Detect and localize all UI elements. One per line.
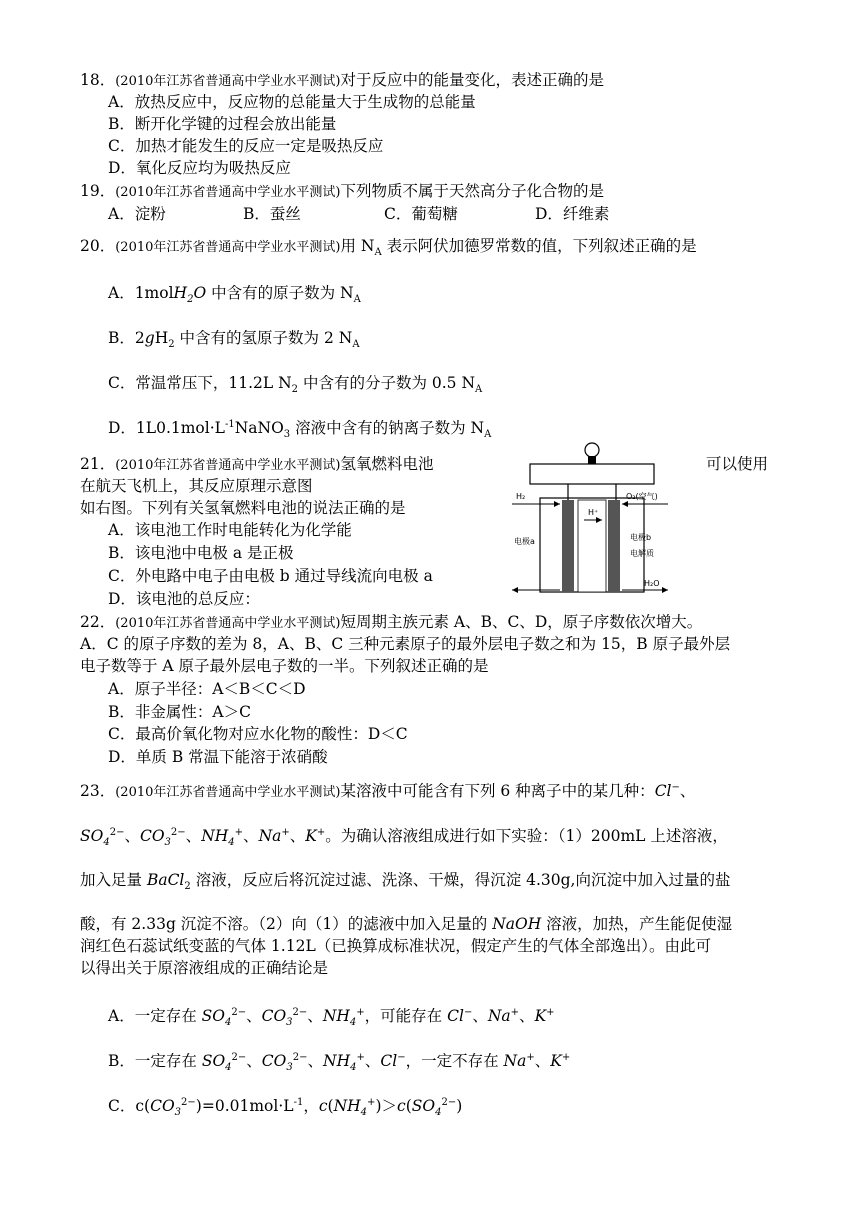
electrode-b: [608, 500, 620, 592]
question-number: 21．: [80, 455, 116, 473]
q23-line6: 以得出关于原溶液组成的正确结论是: [80, 959, 329, 977]
q20-option-c: C．常温常压下，11.2L $N_2$ 中含有的分子数为 0.5 $N_A$: [108, 374, 483, 396]
o2-label: O₂(空气): [626, 492, 658, 501]
q23-option-c: C．$c(CO_3^{2-})=0.01mol\cdot L^{-1}$，$c(NH_4^+)>c(SO_4^{2-})$: [108, 1096, 463, 1119]
electrode-a-label: 电极a: [514, 537, 535, 546]
q22-stem-line3: 电子数等于 A 原子最外层电子数的一半。下列叙述正确的是: [80, 657, 489, 675]
electrolyte-label: 电解质: [630, 549, 654, 558]
q18-option-b: B．断开化学键的过程会放出能量: [108, 115, 337, 133]
q22-option-d: D．单质 B 常温下能溶于浓硝酸: [108, 748, 328, 766]
question-text: 短周期主族元素 A、B、C、D，原子序数依次增大。: [340, 613, 703, 631]
q23-ion-line: $SO_4^{2-}$、$CO_3^{2-}$、$NH_4^+$、Na+、K+。为确认溶液组成进行如下实验：（1）200mL 上述溶液，: [80, 826, 728, 849]
q19-option-c: C．葡萄糖: [384, 205, 458, 223]
question-text: 下列物质不属于天然高分子化合物的是: [340, 182, 604, 200]
q23-stem: 23．(2010年江苏省普通高中学业水平测试)某溶液中可能含有下列 6 种离子中的某几种：Cl−、: [80, 781, 696, 800]
q21-option-a: A．该电池工作时电能转化为化学能: [108, 521, 352, 539]
question-number: 19．: [80, 182, 116, 200]
source-tag: (2010年江苏省普通高中学业水平测试): [115, 74, 341, 89]
source-tag: (2010年江苏省普通高中学业水平测试): [115, 240, 341, 255]
question-number: 23．: [80, 782, 116, 800]
q19-stem: [80, 181, 604, 203]
q23-line3: 加入足量 BaCl$_2$ 溶液，反应后将沉淀过滤、洗涤、干燥，得沉淀 4.30g,向沉淀中加入过量的盐: [80, 871, 731, 893]
external-circuit: [530, 464, 654, 484]
q18-option-c: C．加热才能发生的反应一定是吸热反应: [108, 137, 384, 155]
source-tag: (2010年江苏省普通高中学业水平测试): [115, 785, 341, 800]
q23-option-b: B．一定存在 $SO_4^{2-}$、$CO_3^{2-}$、$NH_4^+$、Cl−，一定不存在 Na+、K+: [108, 1051, 571, 1074]
question-number: 18．: [80, 71, 116, 89]
q22-option-c: C．最高价氧化物对应水化物的酸性：D＜C: [108, 725, 408, 743]
q22-option-a: A．原子半径：A＜B＜C＜D: [108, 680, 306, 698]
question-text: 对于反应中的能量变化，表述正确的是: [340, 71, 604, 89]
q23-line5: 润红色石蕊试纸变蓝的气体 1.12L（已换算成标准状况，假定产生的气体全部逸出）。由此可: [80, 937, 711, 955]
source-tag: (2010年江苏省普通高中学业水平测试): [115, 616, 341, 631]
q21-stem-line2: 在航天飞机上，其反应原理示意图: [80, 477, 313, 495]
q19-option-a: A．淀粉: [108, 205, 166, 223]
q18-option-a: A．放热反应中，反应物的总能量大于生成物的总能量: [108, 93, 476, 111]
q19-option-b: B．蚕丝: [243, 205, 301, 223]
q21-stem-tail: 可以使用: [706, 455, 769, 473]
question-text: 氢氧燃料电池: [340, 455, 434, 473]
h2-label: H₂: [516, 492, 526, 501]
q21-stem-line3: 如右图。下列有关氢氧燃料电池的说法正确的是: [80, 499, 406, 517]
q21-option-c: C．外电路中电子由电极 b 通过导线流向电极 a: [108, 567, 433, 585]
h2o-label: H₂O: [644, 579, 660, 588]
source-tag: (2010年江苏省普通高中学业水平测试): [115, 458, 341, 473]
electrode-a: [562, 500, 574, 592]
q20-stem: 20．(2010年江苏省普通高中学业水平测试)用 $N_A$ 表示阿伏加德罗常数的值，下列叙述正确的是: [80, 237, 697, 259]
light-bulb-icon: [585, 443, 599, 464]
q22-option-b: B．非金属性：A＞C: [108, 703, 251, 721]
q19-option-d: D．纤维素: [535, 205, 610, 223]
q23-option-a: A．一定存在 $SO_4^{2-}$、$CO_3^{2-}$、$NH_4^+$，可能存在 Cl−、Na+、K+: [108, 1006, 555, 1029]
q18-option-d: D．氧化反应均为吸热反应: [108, 159, 291, 177]
source-tag: (2010年江苏省普通高中学业水平测试): [115, 185, 341, 200]
question-number: 20．: [80, 237, 116, 255]
q20-option-a: A．1molH$_2$O 中含有的原子数为 $N_A$: [108, 284, 361, 306]
hplus-label: H⁺: [588, 508, 599, 517]
q20-option-d: D．$1L0.1mol\cdot L^{-1}NaNO_3$ 溶液中含有的钠离子数为 $N_A$: [108, 418, 492, 441]
q21-option-b: B．该电池中电极 a 是正极: [108, 544, 294, 562]
q21-option-d: D．该电池的总反应：: [108, 590, 260, 608]
q21-stem: [80, 454, 433, 476]
q18-stem: [80, 70, 604, 92]
q23-line4: 酸，有 2.33g 沉淀不溶。（2）向（1）的滤液中加入足量的 NaOH 溶液，加热，产生能促使湿: [80, 915, 733, 933]
q20-option-b: B．$2gH_2$ 中含有的氢原子数为 2 $N_A$: [108, 329, 360, 351]
fuel-cell-diagram: [508, 438, 680, 598]
question-text: 某溶液中可能含有下列 6 种离子中的某几种：: [340, 782, 655, 800]
electrode-b-label: 电极b: [630, 533, 652, 542]
q22-stem-line2: A．C 的原子序数的差为 8，A、B、C 三种元素原子的最外层电子数之和为 15，B 原子最外层: [80, 635, 731, 653]
q22-stem: [80, 612, 702, 634]
question-number: 22．: [80, 613, 116, 631]
